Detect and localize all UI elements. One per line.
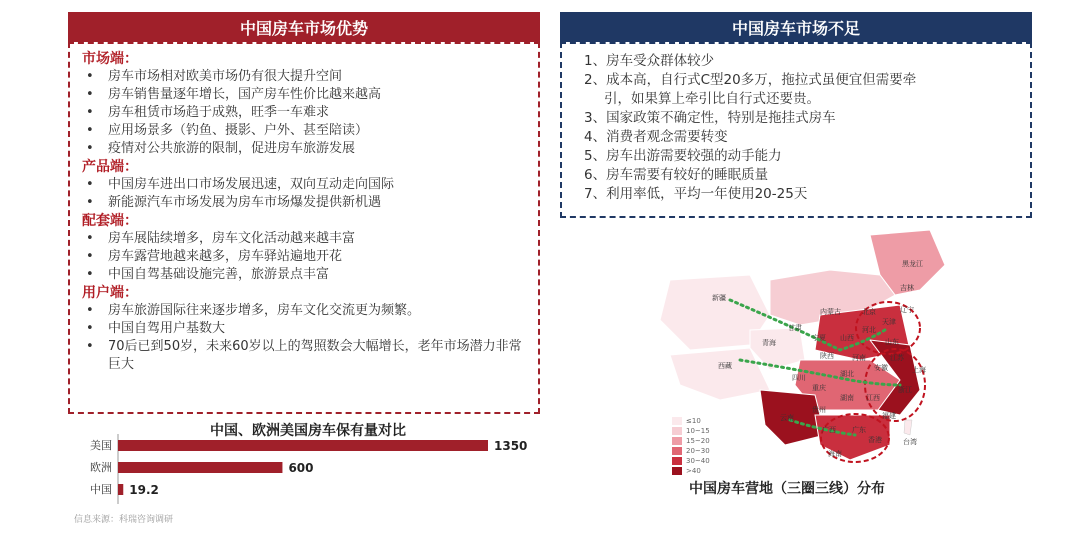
province-label: 海南 xyxy=(828,450,842,458)
section-user xyxy=(82,285,528,374)
section-support xyxy=(82,213,528,284)
legend-swatch xyxy=(672,447,682,455)
list-item xyxy=(584,109,1020,128)
item-text: 消费者观念需要转变 xyxy=(606,129,728,145)
map-title: 中国房车营地（三圈三线）分布 xyxy=(689,481,885,497)
legend-swatch xyxy=(672,417,682,425)
section-title: 市场端： xyxy=(82,51,138,67)
item-number: 7、 xyxy=(584,186,607,202)
legend-swatch xyxy=(672,437,682,445)
item-text: 成本高，自行式C型20多万，拖拉式虽便宜但需要牵 xyxy=(606,72,917,88)
item-text: 房车出游需要较强的动手能力 xyxy=(606,148,782,164)
province-label: 甘肃 xyxy=(788,324,802,332)
list-item: • 中国房车进出口市场发展迅速，双向互动走向国际 xyxy=(82,176,528,194)
legend-swatch xyxy=(672,467,682,475)
province-label: 江西 xyxy=(866,394,880,402)
advantages-title: 中国房车市场优势 xyxy=(239,18,368,38)
province-label: 香港 xyxy=(868,436,882,444)
item-number: 5、 xyxy=(584,148,607,164)
legend-item xyxy=(672,466,710,476)
shortcomings-header xyxy=(560,12,1032,42)
province-label: 宁夏 xyxy=(812,334,826,342)
province-label: 内蒙古 xyxy=(820,308,841,316)
province-label: 重庆 xyxy=(812,384,826,392)
province-label: 山西 xyxy=(840,334,854,342)
province-label: 山东 xyxy=(885,338,899,346)
section-title: 用户端： xyxy=(82,285,138,301)
map-legend xyxy=(672,416,710,476)
legend-label: 30~40 xyxy=(686,457,710,465)
list-item: • 疫情对公共旅游的限制，促进房车旅游发展 xyxy=(82,140,528,158)
source-note: 信息来源：科瑞咨询调研 xyxy=(74,515,174,525)
list-item: • 房车展陆续增多，房车文化活动越来越丰富 xyxy=(82,230,528,248)
list-item xyxy=(584,147,1020,166)
bar-chart xyxy=(68,432,538,504)
item-text: 房车受众群体较少 xyxy=(606,53,715,69)
legend-label: 20~30 xyxy=(686,447,710,455)
item-number: 4、 xyxy=(584,129,607,145)
legend-label: 15~20 xyxy=(686,437,710,445)
list-item: • 房车租赁市场趋于成熟，旺季一车难求 xyxy=(82,104,528,122)
bar-category-label: 美国 xyxy=(90,439,112,452)
province-label: 天津 xyxy=(882,318,896,326)
list-item: • 房车旅游国际往来逐步增多，房车文化交流更为频繁。 xyxy=(82,302,528,320)
item-number: 6、 xyxy=(584,167,607,183)
legend-item xyxy=(672,446,710,456)
list-item xyxy=(584,71,1020,109)
shortcomings-box xyxy=(560,42,1032,218)
province-label: 陕西 xyxy=(820,352,834,360)
bar-value-label: 1350 xyxy=(494,439,528,453)
legend-item xyxy=(672,456,710,466)
section-title: 配套端： xyxy=(82,213,138,229)
province-label: 浙江 xyxy=(898,386,912,394)
shortcomings-title: 中国房车市场不足 xyxy=(731,18,860,38)
list-item xyxy=(584,128,1020,147)
province-label: 河南 xyxy=(852,354,866,362)
province-label: 北京 xyxy=(862,308,876,316)
bar-value-label: 600 xyxy=(288,461,314,475)
map-region-tibet xyxy=(670,348,770,400)
item-number: 2、 xyxy=(584,72,607,88)
province-label: 辽宁 xyxy=(900,306,914,314)
item-text: 利用率低，平均一年使用20-25天 xyxy=(606,186,808,202)
list-item xyxy=(584,166,1020,185)
province-label: 湖北 xyxy=(840,370,854,378)
map-region-taiwan xyxy=(904,420,912,435)
list-item: • 中国自驾基础设施完善，旅游景点丰富 xyxy=(82,266,528,284)
province-label: 台湾 xyxy=(903,438,917,446)
legend-swatch xyxy=(672,427,682,435)
legend-label: >40 xyxy=(686,467,701,475)
legend-label: ≤10 xyxy=(686,417,701,425)
bar-category-label: 欧洲 xyxy=(90,461,112,474)
section-market xyxy=(82,51,528,158)
legend-label: 10~15 xyxy=(686,427,710,435)
list-item xyxy=(584,185,1020,204)
province-label: 吉林 xyxy=(900,284,914,292)
province-label: 福建 xyxy=(882,412,896,420)
province-label: 西藏 xyxy=(718,362,732,370)
bar-category-label: 中国 xyxy=(90,483,112,496)
list-item: • 新能源汽车市场发展为房车市场爆发提供新机遇 xyxy=(82,194,528,212)
list-item: • 房车市场相对欧美市场仍有很大提升空间 xyxy=(82,68,528,86)
province-label: 新疆 xyxy=(712,294,726,302)
list-item: • 房车销售量逐年增长，国产房车性价比越来越高 xyxy=(82,86,528,104)
bar-value-label: 19.2 xyxy=(129,483,159,497)
legend-item xyxy=(672,426,710,436)
list-item: • 中国自驾用户基数大 xyxy=(82,320,528,338)
legend-item xyxy=(672,436,710,446)
section-product xyxy=(82,159,528,212)
province-label: 上海 xyxy=(912,366,926,374)
list-item: • 应用场景多（钓鱼、摄影、户外、甚至陪读） xyxy=(82,122,528,140)
province-label: 河北 xyxy=(862,326,876,334)
section-title: 产品端： xyxy=(82,159,138,175)
item-text-continued: 引，如果算上牵引比自行式还要贵。 xyxy=(604,91,820,107)
list-item: • 房车露营地越来越多，房车驿站遍地开花 xyxy=(82,248,528,266)
bar-chart-title: 中国、欧洲美国房车保有量对比 xyxy=(210,423,406,439)
list-item: • 70后已到50岁，未来60岁以上的驾照数会大幅增长，老年市场潜力非常巨大 xyxy=(82,338,528,374)
item-text: 房车需要有较好的睡眠质量 xyxy=(606,167,769,183)
province-label: 四川 xyxy=(792,374,806,382)
item-number: 3、 xyxy=(584,110,607,126)
province-label: 青海 xyxy=(762,339,776,347)
legend-swatch xyxy=(672,457,682,465)
item-text: 国家政策不确定性，特别是拖挂式房车 xyxy=(606,110,836,126)
item-number: 1、 xyxy=(584,53,607,69)
bar xyxy=(118,484,123,495)
advantages-header xyxy=(68,12,540,42)
list-item xyxy=(584,52,1020,71)
bar xyxy=(118,440,488,451)
bar xyxy=(118,462,282,473)
advantages-box xyxy=(68,42,540,414)
province-label: 湖南 xyxy=(840,394,854,402)
legend-item xyxy=(672,416,710,426)
province-label: 江苏 xyxy=(890,354,904,362)
province-label: 安徽 xyxy=(874,364,888,372)
province-label: 广西 xyxy=(822,426,836,434)
province-label: 广东 xyxy=(852,426,866,434)
province-label: 云南 xyxy=(780,414,794,422)
china-map xyxy=(600,220,960,480)
province-label: 黑龙江 xyxy=(902,260,923,268)
province-label: 贵州 xyxy=(812,406,826,414)
